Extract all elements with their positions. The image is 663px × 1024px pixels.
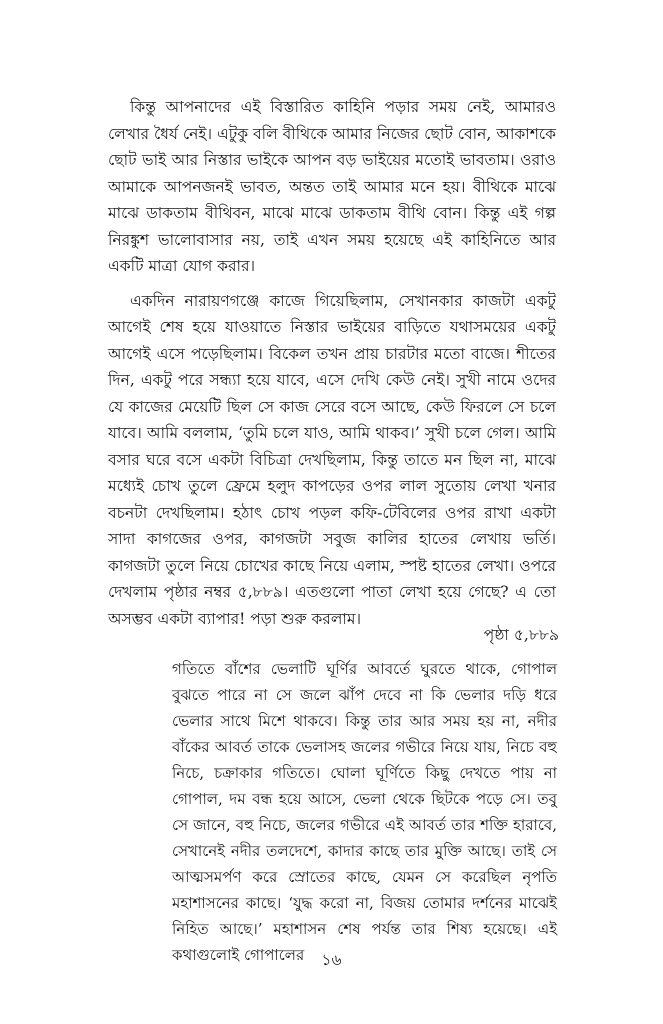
paragraph-2: একদিন নারায়ণগঞ্জে কাজে গিয়েছিলাম, সেখানকার কাজটা একটু আগেই শেষ হয়ে যাওয়াতে নিস্তার ভাইয়ের বাড়িতে যথাসময়ের একটু আগেই এসে পড়েছিলাম। বিকেল তখন প্রায় চারটার মতো বাজে। শীতের দিন, একটু পরে সন্ধ্যা হয়ে যাবে, এসে দেখি কেউ নেই। সুখী নামে ওদের যে কাজের মেয়েটি ছিল সে কাজ সেরে বসে আছে, কেউ ফিরলে সে চলে যাবে। আমি বললাম, ‘তুমি চলে যাও, আমি থাকব।’ সুখী চলে গেল। আমি বসার ঘরে বসে একটা বিচিত্রা দেখছিলাম, কিন্তু তাতে মন ছিল না, মাঝে মধ্যেই চোখ তুলে ফ্রেমে হলুদ কাপড়ের ওপর লাল সুতোয় লেখা খনার বচনটা দেখছিলাম। হঠাৎ চোখ পড়ল কফি-টেবিলের ওপর রাখা একটা সাদা কাগজের ওপর, কাগজটা সবুজ কালির হাতের লেখায় ভর্তি। কাগজটা তুলে নিয়ে চোখের কাছে নিয়ে এলাম, স্পষ্ট হাতের লেখা। ওপরে দেখলাম পৃষ্ঠার নম্বর ৫,৮৮৯। এতগুলো পাতা লেখা হয়ে গেছে? এ তো অসম্ভব একটা ব্যাপার! পড়া শুরু করলাম। (108, 291, 556, 628)
page-reference: পৃষ্ঠা ৫,৮৮৯ (483, 626, 559, 644)
body-text (108, 94, 556, 632)
page-number: ১৬ (321, 951, 342, 969)
paragraph-1: কিন্তু আপনাদের এই বিস্তারিত কাহিনি পড়ার সময় নেই, আমারও লেখার ধৈর্য নেই। এটুকু বলি বীথিকে আমার নিজের ছোট বোন, আকাশকে ছোট ভাই আর নিস্তার ভাইকে আপন বড় ভাইয়ের মতোই ভাবতাম। ওরাও আমাকে আপনজনই ভাবত, অন্তত তাই আমার মনে হয়। বীথিকে মাঝে মাঝে ডাকতাম বীথিবন, মাঝে মাঝে ডাকতাম বীথি বোন। কিন্তু এই গল্প নিরঙ্কুশ ভালোবাসার নয়, তাই এখন সময় হয়েছে এই কাহিনিতে আর একটি মাত্রা যোগ করার। (108, 98, 556, 275)
quoted-passage: গতিতে বাঁশের ভেলাটি ঘূর্ণির আবর্তে ঘুরতে থাকে, গোপাল বুঝতে পারে না সে জলে ঝাঁপ দেবে না কি ভেলার দড়ি ধরে ভেলার সাথে মিশে থাকবে। কিন্তু তার আর সময় হয় না, নদীর বাঁকের আবর্ত তাকে ভেলাসহ জলের গভীরে নিয়ে যায়, নিচে বহু নিচে, চক্রাকার গতিতে। ঘোলা ঘূর্ণিতে কিছু দেখতে পায় না গোপাল, দম বন্ধ হয়ে আসে, ভেলা থেকে ছিটকে পড়ে সে। তবু সে জানে, বহু নিচে, জলের গভীরে এই আবর্ত তার শক্তি হারাবে, সেখানেই নদীর তলদেশে, কাদার কাছে তার মুক্তি আছে। তাই সে আত্মসমর্পণ করে স্রোতের কাছে, যেমন সে করেছিল নৃপতি মহাশাসনের কাছে। ‘যুদ্ধ করো না, বিজয় তোমার দর্শনের মাঝেই নিহিত আছে।’ মহাশাসন শেষ পর্যন্ত তার শিষ্য হয়েছে। এই কথাগুলোই গোপালের (172, 660, 557, 964)
